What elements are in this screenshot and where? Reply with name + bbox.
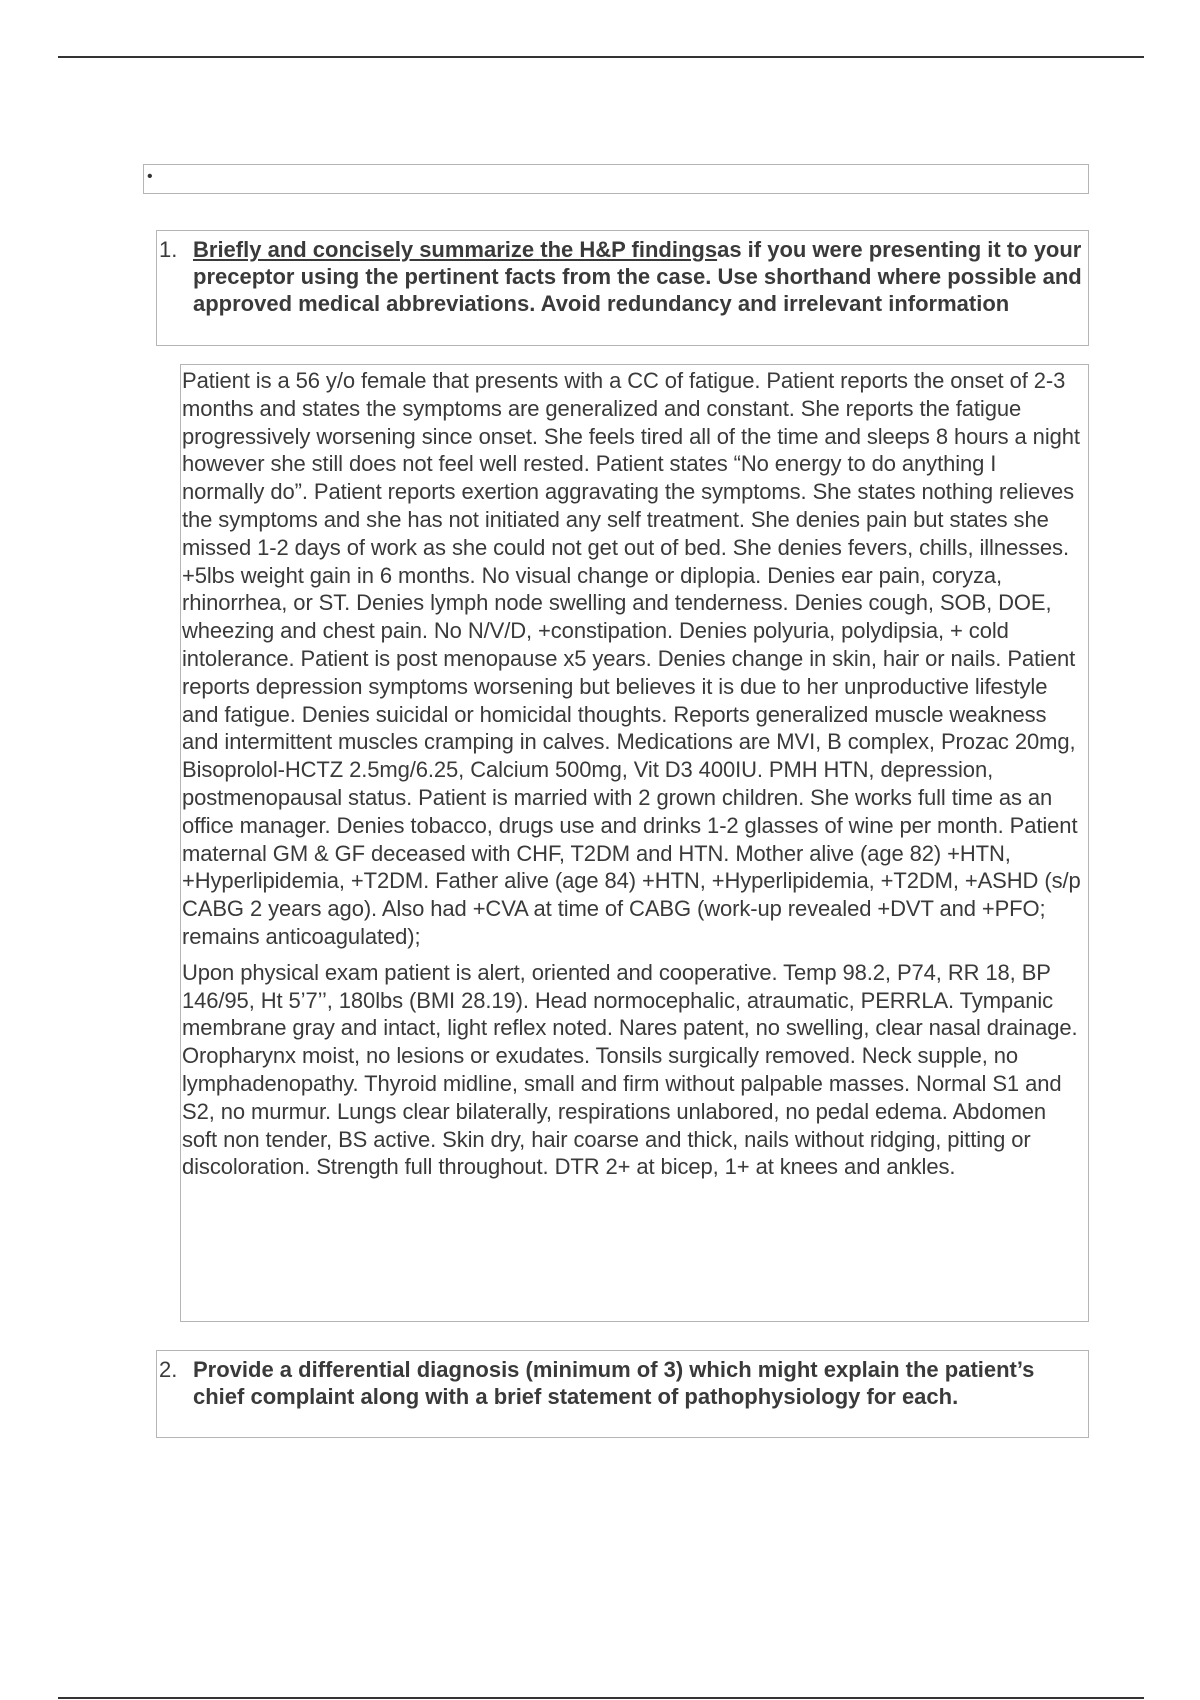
bullet-field[interactable]: [143, 164, 1089, 194]
question-2-text: Provide a differential diagnosis (minimum of 3) which might explain the patient’s chief complaint along with a brief statement of pathophysiology for each.: [193, 1357, 1035, 1409]
question-2-box: [156, 1350, 1089, 1438]
answer-1-physical-exam: Upon physical exam patient is alert, oriented and cooperative. Temp 98.2, P74, RR 18, BP 146/95, Ht 5’7’’, 180lbs (BMI 28.19). Head normocephalic, atraumatic, PERRLA. Tympanic membrane gray and intact, light reflex noted. Nares patent, no swelling, clear nasal drainage. Oropharynx moist, no lesions or exudates. Tonsils surgically removed. Neck supple, no lymphadenopathy. Thyroid midline, small and firm without palpable masses. Normal S1 and S2, no murmur. Lungs clear bilaterally, respirations unlabored, no pedal edema. Abdomen soft non tender, BS active. Skin dry, hair coarse and thick, nails without ridging, pitting or discoloration. Strength full throughout. DTR 2+ at bicep, 1+ at knees and ankles.: [182, 959, 1078, 1180]
bullet-marker: •: [147, 168, 153, 185]
question-1-box: [156, 230, 1089, 346]
question-1-text: as if you were presenting it to your preceptor using the pertinent facts from the case. Use shorthand where possible and approved medical abbreviations. Avoid redundancy and irrelevant information: [193, 237, 1082, 316]
header-rule: [58, 56, 1144, 58]
question-2-number: 2.: [159, 1357, 178, 1382]
question-1-number: 1.: [159, 237, 178, 262]
question-1-underlined: Briefly and concisely summarize the H&P findings: [193, 237, 718, 262]
answer-1-history: Patient is a 56 y/o female that presents with a CC of fatigue. Patient reports the onset of 2-3 months and states the symptoms are generalized and constant. She reports the fatigue progressively worsening since onset. She feels tired all of the time and sleeps 8 hours a night however she still does not feel well rested. Patient states “No energy to do anything I normally do”. Patient reports exertion aggravating the symptoms. She states nothing relieves the symptoms and she has not initiated any self treatment. She denies pain but states she missed 1-2 days of work as she could not get out of bed. She denies fevers, chills, illnesses. +5lbs weight gain in 6 months. No visual change or diplopia. Denies ear pain, coryza, rhinorrhea, or ST. Denies lymph node swelling and tenderness. Denies cough, SOB, DOE, wheezing and chest pain. No N/V/D, +constipation. Denies polyuria, polydipsia, + cold intolerance. Patient is post menopause x5 years. Denies change in skin, hair or nails. Patient reports depression symptoms worsening but believes it is due to her unproductive lifestyle and fatigue. Denies suicidal or homicidal thoughts. Reports generalized muscle weakness and intermittent muscles cramping in calves. Medications are MVI, B complex, Prozac 20mg, Bisoprolol-HCTZ 2.5mg/6.25, Calcium 500mg, Vit D3 400IU. PMH HTN, depression, postmenopausal status. Patient is married with 2 grown children. She works full time as an office manager. Denies tobacco, drugs use and drinks 1-2 glasses of wine per month. Patient maternal GM & GF deceased with CHF, T2DM and HTN. Mother alive (age 82) +HTN, +Hyperlipidemia, +T2DM. Father alive (age 84) +HTN, +Hyperlipidemia, +T2DM, +ASHD (s/p CABG 2 years ago). Also had +CVA at time of CABG (work-up revealed +DVT and +PFO; remains anticoagulated);: [182, 368, 1081, 949]
answer-1-field[interactable]: [180, 364, 1089, 1322]
footer-rule: [58, 1697, 1144, 1699]
